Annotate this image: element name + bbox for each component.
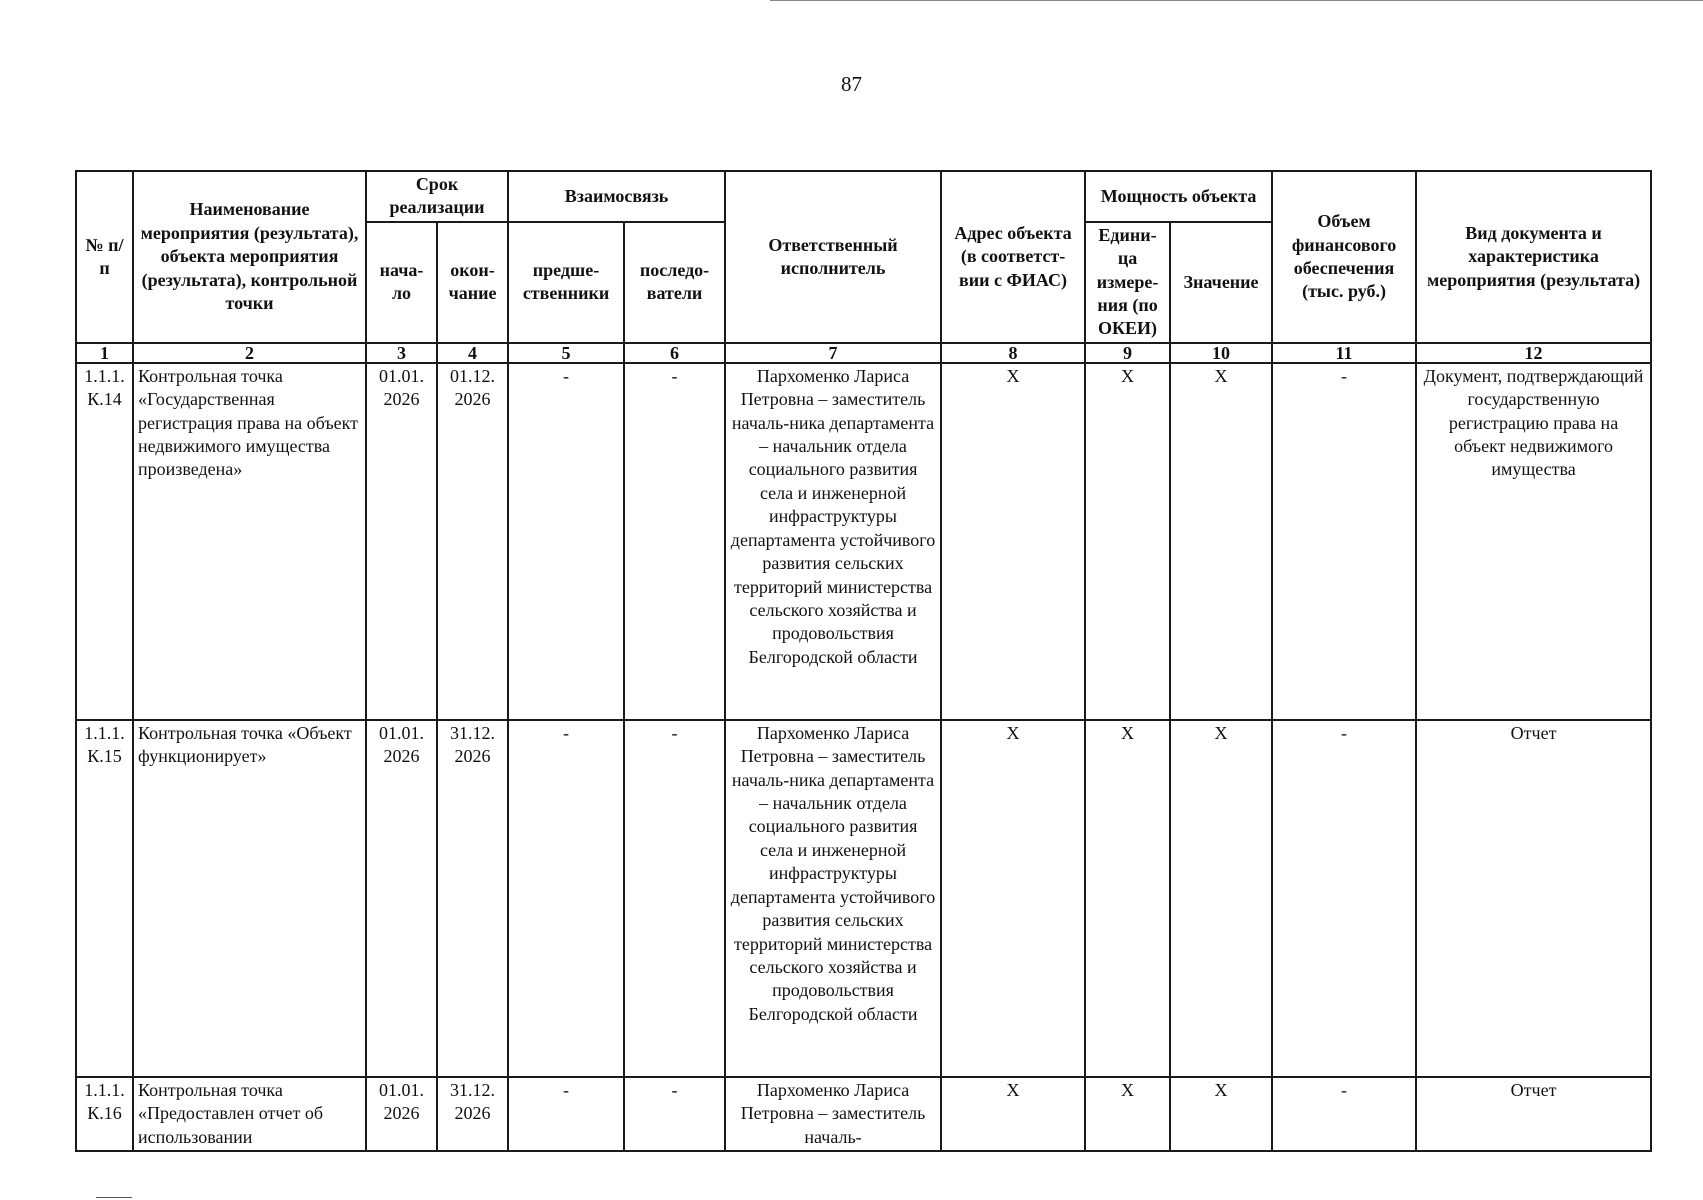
row-start: 01.01. 2026 (366, 1077, 437, 1151)
row-num: 1.1.1. К.14 (76, 363, 133, 720)
row-address: X (941, 363, 1085, 720)
row-start: 01.01. 2026 (366, 720, 437, 1077)
column-number: 10 (1170, 343, 1272, 363)
row-doc: Отчет (1416, 720, 1651, 1077)
row-name: Контрольная точка «Объект функционирует» (133, 720, 366, 1077)
column-number: 2 (133, 343, 366, 363)
header-relation-next: последо-ватели (624, 222, 725, 343)
row-finance: - (1272, 720, 1416, 1077)
row-doc: Отчет (1416, 1077, 1651, 1151)
column-number: 12 (1416, 343, 1651, 363)
row-next: - (624, 720, 725, 1077)
column-number: 7 (725, 343, 941, 363)
bottom-mark (96, 1197, 132, 1198)
header-doc-type: Вид документа и характеристика мероприятия (результата) (1416, 171, 1651, 343)
header-finance: Объем финансового обеспечения (тыс. руб.) (1272, 171, 1416, 343)
row-address: X (941, 1077, 1085, 1151)
column-numbers-row (76, 343, 1651, 363)
row-executor: Пархоменко Лариса Петровна – заместитель началь-ника департамента – начальник отдела социального развития села и инженерной инфраструктуры департамента устойчивого развития сельских территорий министерства сельского хозяйства и продовольствия Белгородской области (725, 720, 941, 1077)
row-address: X (941, 720, 1085, 1077)
column-number: 9 (1085, 343, 1170, 363)
header-relation-prev: предше-ственники (508, 222, 624, 343)
row-num: 1.1.1. К.15 (76, 720, 133, 1077)
row-name: Контрольная точка «Государственная регистрация права на объект недвижимого имущества произведена» (133, 363, 366, 720)
column-number: 3 (366, 343, 437, 363)
row-executor: Пархоменко Лариса Петровна – заместитель началь- (725, 1077, 941, 1151)
column-number: 11 (1272, 343, 1416, 363)
row-finance: - (1272, 1077, 1416, 1151)
table-row (76, 1077, 1651, 1151)
row-name: Контрольная точка «Предоставлен отчет об использовании (133, 1077, 366, 1151)
plan-table (75, 170, 1652, 1152)
column-number: 5 (508, 343, 624, 363)
header-capacity: Мощность объекта (1085, 171, 1272, 222)
column-number: 4 (437, 343, 508, 363)
table-header (76, 171, 1651, 363)
header-num: № п/п (76, 171, 133, 343)
row-num: 1.1.1. К.16 (76, 1077, 133, 1151)
row-next: - (624, 363, 725, 720)
top-rule (770, 0, 1703, 1)
page-number: 87 (841, 72, 862, 96)
row-prev: - (508, 363, 624, 720)
row-end: 31.12. 2026 (437, 1077, 508, 1151)
column-number: 8 (941, 343, 1085, 363)
row-doc: Документ, подтверждающий государственную регистрацию права на объект недвижимого имущества (1416, 363, 1651, 720)
row-end: 01.12. 2026 (437, 363, 508, 720)
row-unit: X (1085, 720, 1170, 1077)
table-row (76, 720, 1651, 1077)
row-executor: Пархоменко Лариса Петровна – заместитель началь-ника департамента – начальник отдела социального развития села и инженерной инфраструктуры департамента устойчивого развития сельских территорий министерства сельского хозяйства и продовольствия Белгородской области (725, 363, 941, 720)
row-next: - (624, 1077, 725, 1151)
row-prev: - (508, 1077, 624, 1151)
table-row (76, 363, 1651, 720)
row-value: X (1170, 720, 1272, 1077)
row-unit: X (1085, 363, 1170, 720)
header-period: Срок реализации (366, 171, 508, 222)
header-relation: Взаимосвязь (508, 171, 725, 222)
row-value: X (1170, 363, 1272, 720)
row-prev: - (508, 720, 624, 1077)
row-value: X (1170, 1077, 1272, 1151)
row-finance: - (1272, 363, 1416, 720)
column-number: 6 (624, 343, 725, 363)
header-executor: Ответственный исполнитель (725, 171, 941, 343)
header-period-end: окон-чание (437, 222, 508, 343)
header-period-start: нача-ло (366, 222, 437, 343)
header-capacity-unit: Едини-ца измере-ния (по ОКЕИ) (1085, 222, 1170, 343)
header-address: Адрес объекта (в соответст-вии с ФИАС) (941, 171, 1085, 343)
row-end: 31.12. 2026 (437, 720, 508, 1077)
row-unit: X (1085, 1077, 1170, 1151)
header-name: Наименование мероприятия (результата), объекта мероприятия (результата), контрольной точки (133, 171, 366, 343)
header-capacity-value: Значение (1170, 222, 1272, 343)
column-number: 1 (76, 343, 133, 363)
row-start: 01.01. 2026 (366, 363, 437, 720)
